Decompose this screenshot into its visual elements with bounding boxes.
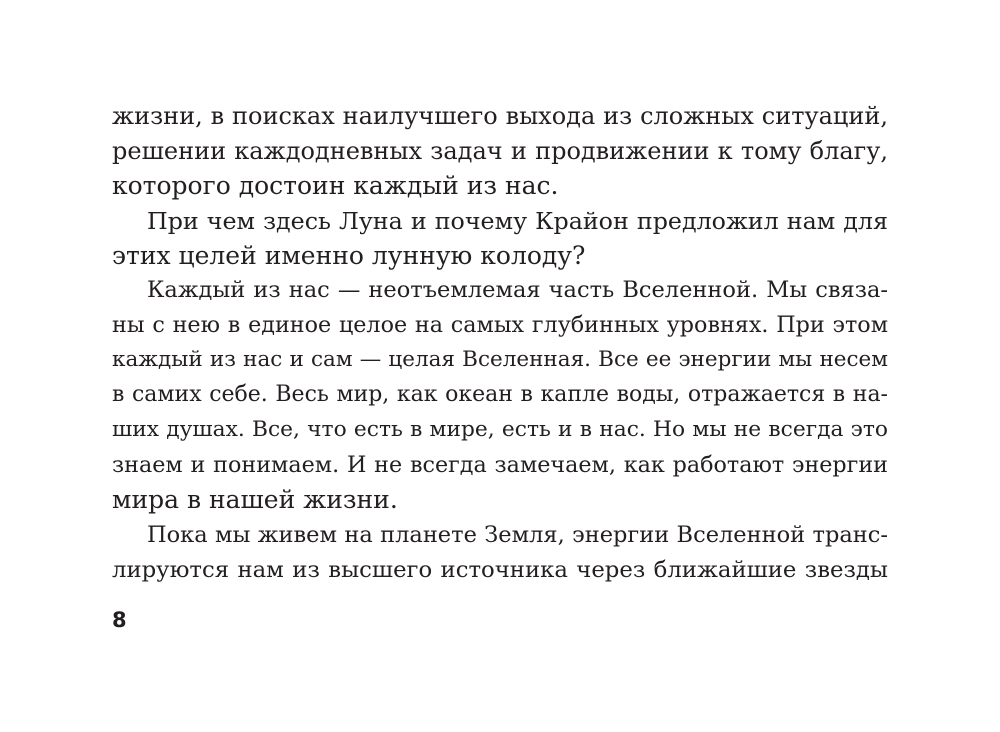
text-line: этих целей именно лунную колоду? — [112, 240, 586, 270]
text-line: Пока мы живем на планете Земля, энергии Вселенной транс- — [147, 521, 888, 548]
text-line: Каждый из нас — неотъемлемая часть Вселенной. Мы связа- — [147, 277, 888, 304]
text-line: ших душах. Все, что есть в мире, есть и в нас. Но мы не всегда это — [112, 417, 888, 443]
text-line: жизни, в поисках наилучшего выхода из сложных ситуаций, — [112, 102, 888, 130]
text-line: При чем здесь Луна и почему Крайон предложил нам для — [147, 206, 888, 235]
text-line: в самих себе. Весь мир, как океан в капле воды, отражается в на- — [112, 382, 888, 408]
text-line: мира в нашей жизни. — [112, 484, 398, 514]
text-line: которого достоин каждый из нас. — [112, 170, 559, 200]
text-line: каждый из нас и сам — целая Вселенная. Все ее энергии мы несем — [112, 347, 888, 373]
text-line: ны с нею в единое целое на самых глубинных уровнях. При этом — [112, 312, 888, 339]
text-line: знаем и понимаем. И не всегда замечаем, как работают энергии — [112, 451, 888, 478]
page-number: 8 — [112, 608, 127, 632]
text-line: решении каждодневных задач и продвижении к тому благу, — [112, 136, 888, 165]
body-text — [112, 99, 888, 587]
text-line: лируются нам из высшего источника через ближайшие звезды — [112, 556, 888, 583]
